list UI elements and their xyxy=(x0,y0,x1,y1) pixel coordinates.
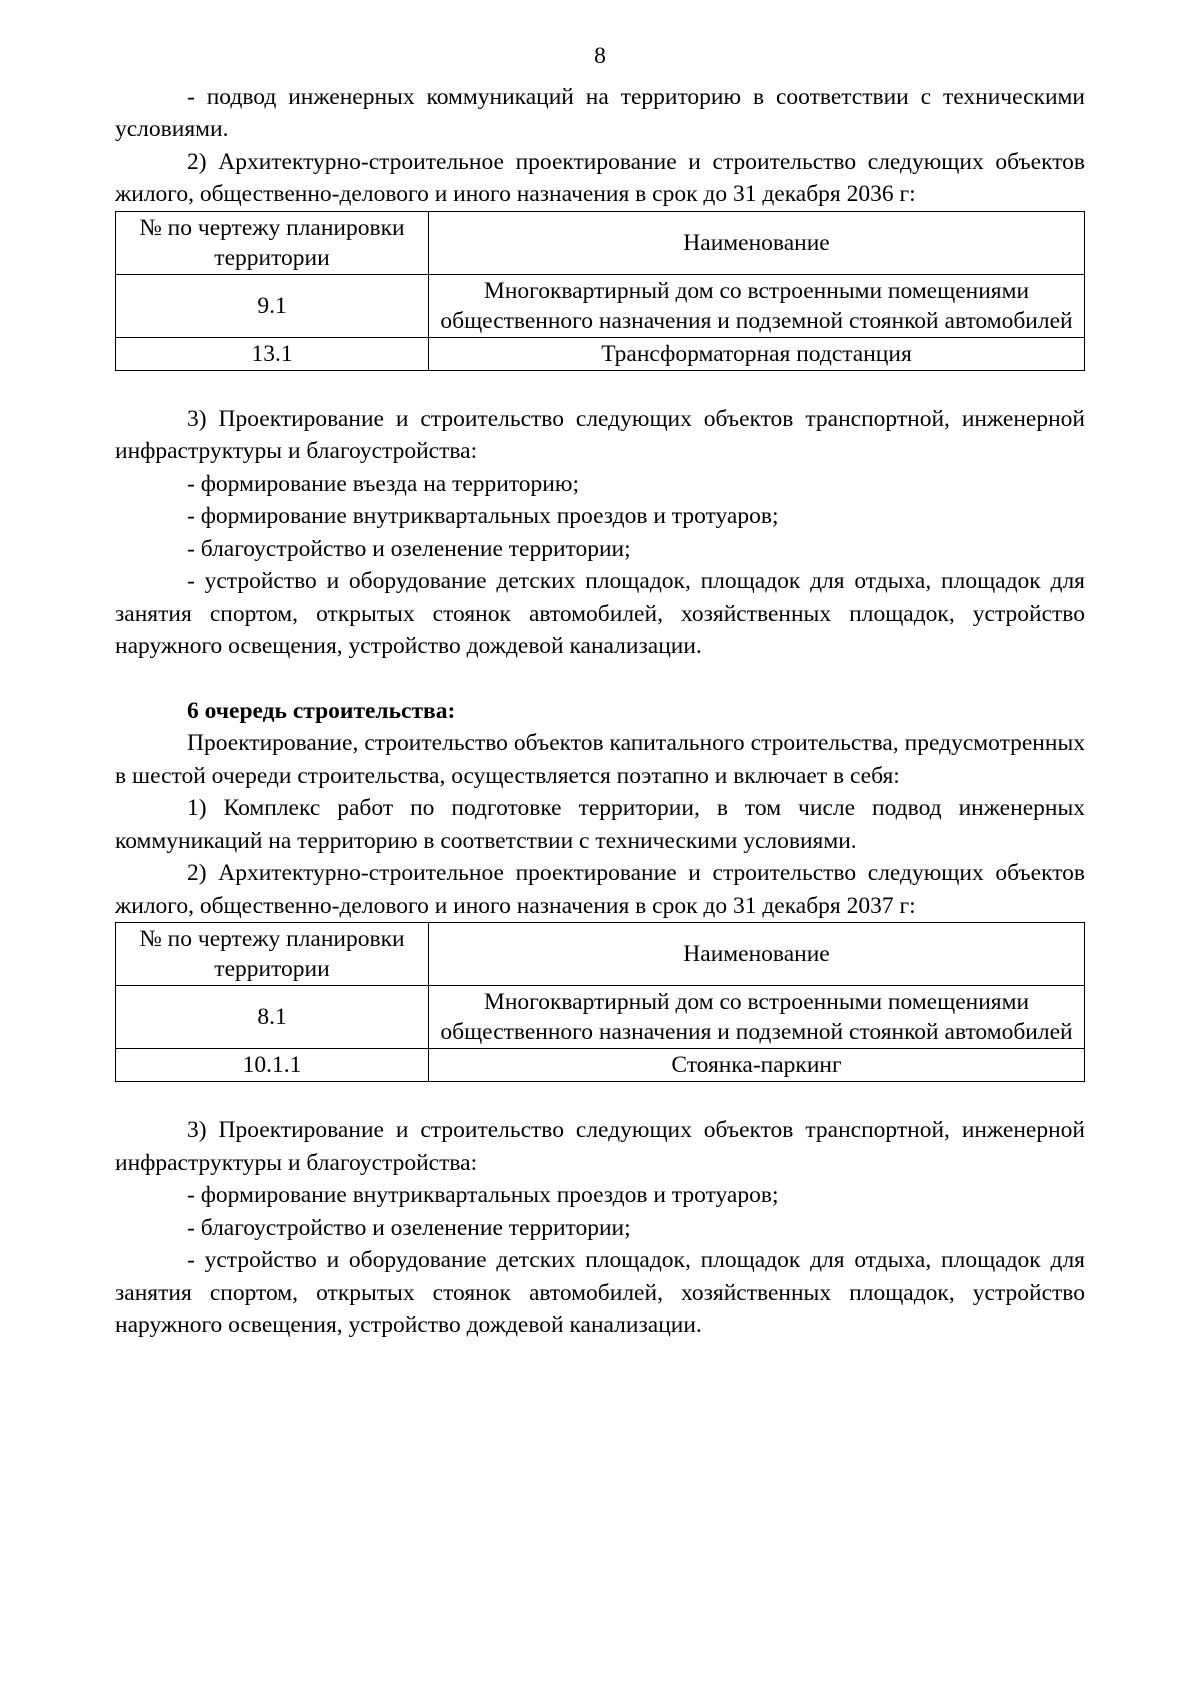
bullet-item: - устройство и оборудование детских площадок, площадок для отдыха, площадок для занятия спортом, открытых стоянок автомобилей, хозяйственных площадок, устройство наружного освещения, устройство дождевой канализации. xyxy=(115,1247,1085,1338)
table-row xyxy=(116,337,1085,370)
row-name: Стоянка-паркинг xyxy=(429,1049,1085,1082)
header-drawing-number: № по чертежу планировки территории xyxy=(116,923,429,986)
table-header-row xyxy=(116,923,1085,986)
document-page xyxy=(115,40,1085,1342)
table-row xyxy=(116,986,1085,1049)
bullet-item: - формирование внутриквартальных проездов и тротуаров; xyxy=(187,1182,779,1208)
bullet-item: - благоустройство и озеленение территории; xyxy=(187,535,631,562)
item-2-architecture-2037: 2) Архитектурно-строительное проектирование и строительство следующих объектов жилого, общественно-делового и иного назначения в срок до 31 декабря 2037 г: xyxy=(115,860,1085,919)
spacer xyxy=(115,1082,1085,1114)
table-header-row xyxy=(116,211,1085,274)
header-drawing-number: № по чертежу планировки территории xyxy=(116,211,429,274)
header-name: Наименование xyxy=(429,923,1085,986)
row-name: Многоквартирный дом со встроенными помещениями общественного назначения и подземной стоянкой автомобилей xyxy=(429,986,1085,1049)
row-number: 8.1 xyxy=(116,986,429,1049)
section-heading-stage-6: 6 очередь строительства: xyxy=(187,697,456,724)
item-1-site-preparation: 1) Комплекс работ по подготовке территории, в том числе подвод инженерных коммуникаций на территорию в соответствии с техническими условиями. xyxy=(115,795,1085,854)
spacer xyxy=(115,663,1085,695)
row-number: 10.1.1 xyxy=(116,1049,429,1082)
row-name: Многоквартирный дом со встроенными помещениями общественного назначения и подземной стоянкой автомобилей xyxy=(429,274,1085,337)
header-name: Наименование xyxy=(429,211,1085,274)
objects-table-2036 xyxy=(115,211,1085,371)
row-number: 9.1 xyxy=(116,274,429,337)
page-number: 8 xyxy=(594,43,606,69)
bullet-item: - формирование внутриквартальных проездов и тротуаров; xyxy=(187,503,779,529)
item-3-infrastructure: 3) Проектирование и строительство следующих объектов транспортной, инженерной инфраструктуры и благоустройства: xyxy=(115,1117,1085,1176)
stage-6-intro: Проектирование, строительство объектов капитального строительства, предусмотренных в шестой очереди строительства, осуществляется поэтапно и включает в себя: xyxy=(115,730,1085,789)
bullet-item: - формирование въезда на территорию; xyxy=(187,470,579,497)
item-2-architecture-2036: 2) Архитектурно-строительное проектирование и строительство следующих объектов жилого, общественно-делового и иного назначения в срок до 31 декабря 2036 г: xyxy=(115,148,1085,207)
bullet-utilities: - подвод инженерных коммуникаций на территорию в соответствии с техническими условиями. xyxy=(115,83,1085,142)
table-row xyxy=(116,1049,1085,1082)
bullet-item: - благоустройство и озеленение территории; xyxy=(187,1214,631,1241)
row-number: 13.1 xyxy=(116,337,429,370)
item-3-infrastructure: 3) Проектирование и строительство следующих объектов транспортной, инженерной инфраструктуры и благоустройства: xyxy=(115,405,1085,464)
objects-table-2037 xyxy=(115,922,1085,1082)
spacer xyxy=(115,371,1085,403)
table-row xyxy=(116,274,1085,337)
bullet-item: - устройство и оборудование детских площадок, площадок для отдыха, площадок для занятия спортом, открытых стоянок автомобилей, хозяйственных площадок, устройство наружного освещения, устройство дождевой канализации. xyxy=(115,568,1085,659)
row-name: Трансформаторная подстанция xyxy=(429,337,1085,370)
